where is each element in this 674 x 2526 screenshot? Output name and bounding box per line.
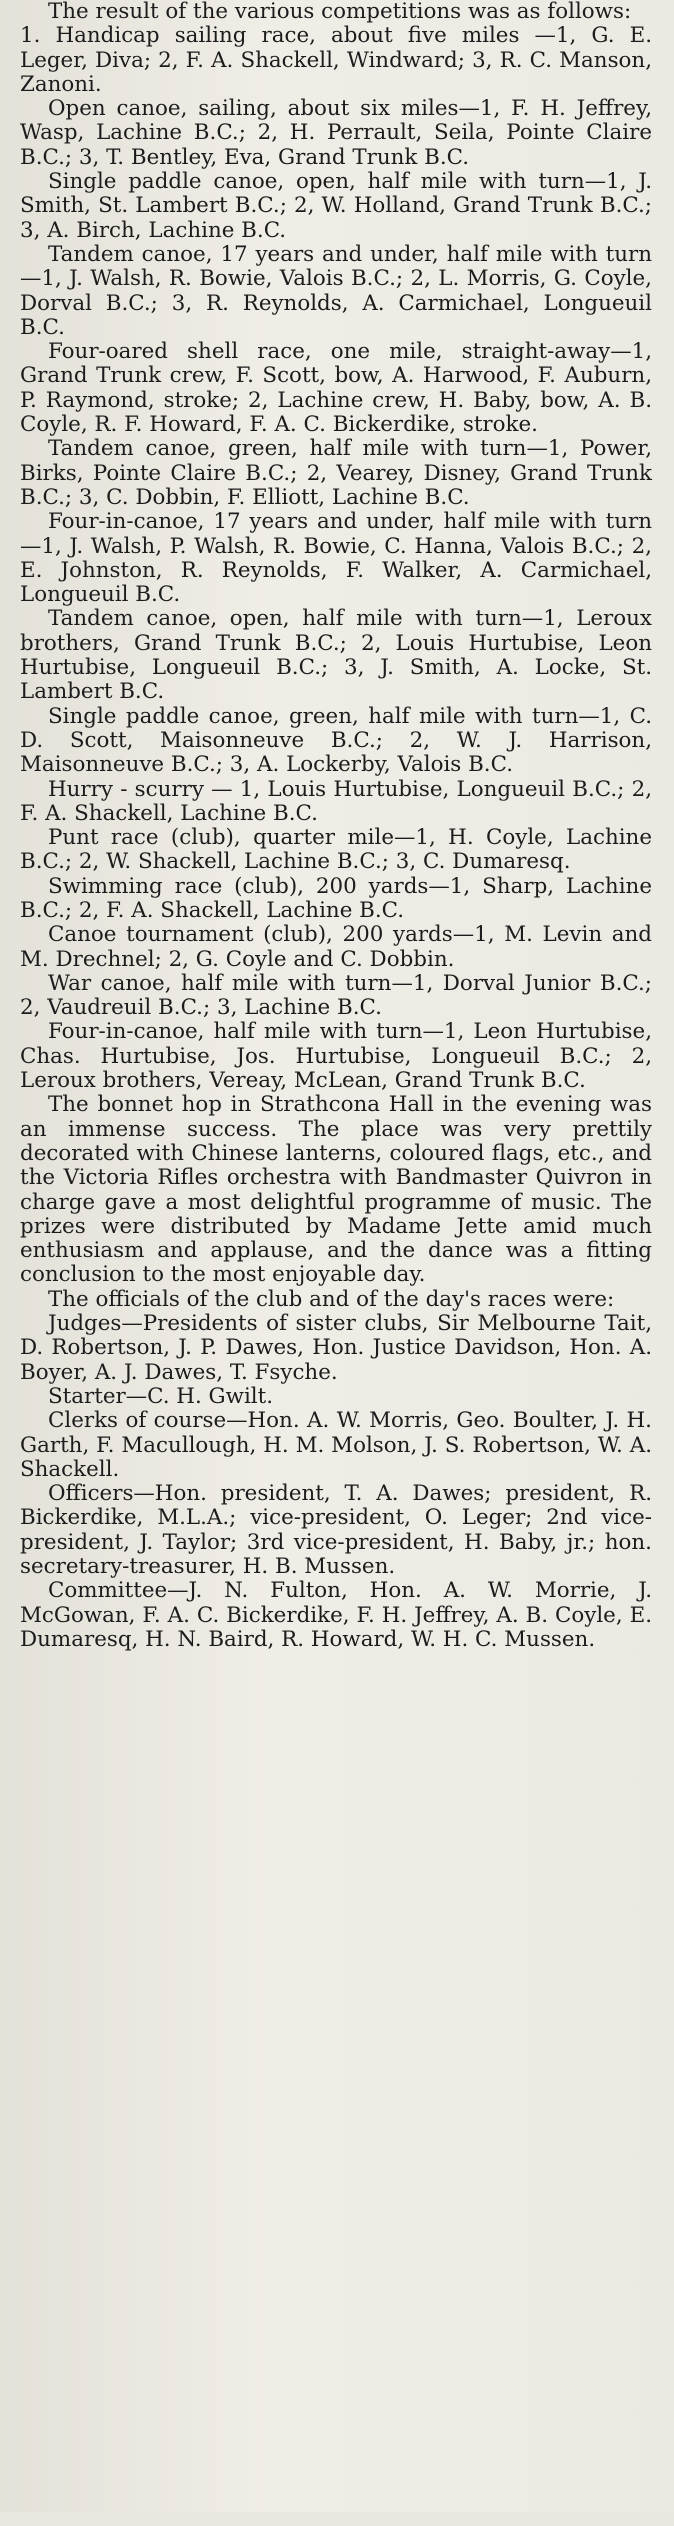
result-swimming-race: Swimming race (club), 200 yards—1, Sharp, Lachine B.C.; 2, F. A. Shackell, Lachine B.C. [20, 873, 652, 923]
officials-officers: Officers—Hon. president, T. A. Dawes; president, R. Bickerdike, M.L.A.; vice-president, O. Leger; 2nd vice-president, J. Taylor; 3rd vice-president, H. Baby, jr.; hon. secretary-treasurer, H. B. Mussen. [20, 1481, 652, 1579]
result-canoe-tournament: Canoe tournament (club), 200 yards—1, M. Levin and M. Drechnel; 2, G. Coyle and C. Dobbin. [20, 922, 652, 972]
officials-judges: Judges—Presidents of sister clubs, Sir Melbourne Tait, D. Robertson, J. P. Dawes, Hon. Justice Davidson, Hon. A. Boyer, A. J. Dawes, T. Fsyche. [20, 1311, 652, 1385]
result-four-in-canoe-17-under: Four-in-canoe, 17 years and under, half mile with turn—1, J. Walsh, P. Walsh, R. Bowie, C. Hanna, Valois B.C.; 2, E. Johnston, R. Reynolds, F. Walker, A. Carmichael, Longueuil B.C. [20, 509, 652, 608]
result-single-paddle-green: Single paddle canoe, green, half mile with turn—1, C. D. Scott, Maisonneuve B.C.; 2, W. J. Harrison, Maisonneuve B.C.; 3, A. Lockerby, Valois B.C. [20, 703, 652, 778]
result-tandem-17-under: Tandem canoe, 17 years and under, half mile with turn—1, J. Walsh, R. Bowie, Valois B.C.; 2, L. Morris, G. Coyle, Dorval B.C.; 3, R. Reynolds, A. Carmichael, Longueuil B.C. [20, 241, 652, 340]
result-tandem-green: Tandem canoe, green, half mile with turn—1, Power, Birks, Pointe Claire B.C.; 2, Vearey, Disney, Grand Trunk B.C.; 3, C. Dobbin, F. Elliott, Lachine B.C. [20, 436, 652, 510]
result-single-paddle-open: Single paddle canoe, open, half mile with turn—1, J. Smith, St. Lambert B.C.; 2, W. Holland, Grand Trunk B.C.; 3, A. Birch, Lachine B.C. [20, 169, 652, 243]
result-punt-race: Punt race (club), quarter mile—1, H. Coyle, Lachine B.C.; 2, W. Shackell, Lachine B.C.; 3, C. Dumaresq. [20, 825, 652, 875]
article-text [20, 0, 652, 1652]
result-four-in-canoe: Four-in-canoe, half mile with turn—1, Leon Hurtubise, Chas. Hurtubise, Jos. Hurtubise, Longueuil B.C.; 2, Leroux brothers, Vereay, McLean, Grand Trunk B.C. [20, 1019, 652, 1094]
result-handicap-sailing: 1. Handicap sailing race, about five miles —1, G. E. Leger, Diva; 2, F. A. Shackell, Windward; 3, R. C. Manson, Zanoni. [20, 23, 652, 97]
officials-starter: Starter—C. H. Gwilt. [48, 1383, 274, 1409]
result-open-canoe-sailing: Open canoe, sailing, about six miles—1, F. H. Jeffrey, Wasp, Lachine B.C.; 2, H. Perrault, Seila, Pointe Claire B.C.; 3, T. Bentley, Eva, Grand Trunk B.C. [20, 96, 652, 170]
results-intro: The result of the various competitions was as follows: [48, 0, 632, 24]
officials-committee: Committee—J. N. Fulton, Hon. A. W. Morrie, J. McGowan, F. A. C. Bickerdike, F. H. Jeffrey, A. B. Coyle, E. Dumaresq, H. N. Baird, R. Howard, W. H. C. Mussen. [20, 1578, 652, 1652]
result-hurry-scurry: Hurry - scurry — 1, Louis Hurtubise, Longueuil B.C.; 2, F. A. Shackell, Lachine B.C. [20, 776, 652, 826]
result-four-oared-shell: Four-oared shell race, one mile, straight-away—1, Grand Trunk crew, F. Scott, bow, A. Harwood, F. Auburn, P. Raymond, stroke; 2, Lachine crew, H. Baby, bow, A. B. Coyle, R. F. Howard, F. A. C. Bickerdike, stroke. [20, 339, 652, 438]
result-war-canoe: War canoe, half mile with turn—1, Dorval Junior B.C.; 2, Vaudreuil B.C.; 3, Lachine B.C. [20, 970, 652, 1021]
officials-intro: The officials of the club and of the day's races were: [48, 1286, 615, 1312]
result-tandem-open: Tandem canoe, open, half mile with turn—1, Leroux brothers, Grand Trunk B.C.; 2, Louis Hurtubise, Leon Hurtubise, Longueuil B.C.; 3, J. Smith, A. Locke, St. Lambert B.C. [20, 606, 652, 705]
bonnet-hop-paragraph: The bonnet hop in Strathcona Hall in the evening was an immense success. The place was very prettily decorated with Chinese lanterns, coloured flags, etc., and the Victoria Rifles orchestra with Bandmaster Quivron in charge gave a most delightful programme of music. The prizes were distributed by Madame Jette amid much enthusiasm and applause, and the dance was a fitting conclusion to the most enjoyable day. [20, 1092, 652, 1288]
officials-clerks: Clerks of course—Hon. A. W. Morris, Geo. Boulter, J. H. Garth, F. Macullough, H. M. Molson, J. S. Robertson, W. A. Shackell. [20, 1408, 652, 1482]
